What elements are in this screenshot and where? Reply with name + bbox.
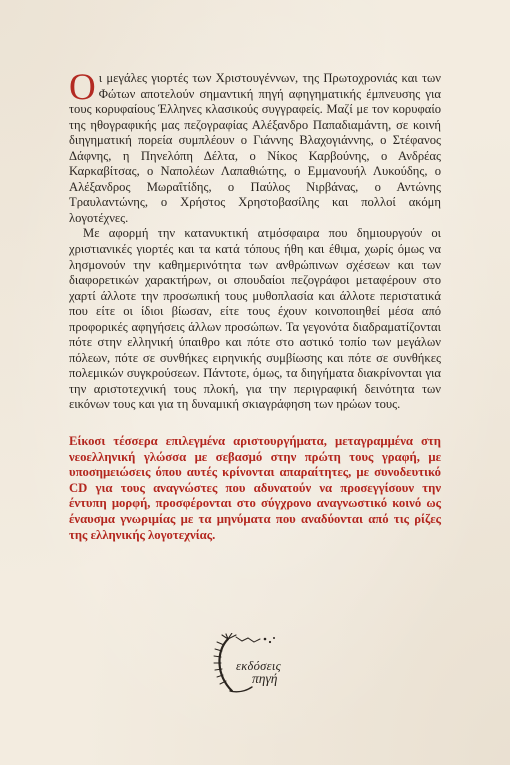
- drop-cap: Ο: [69, 67, 96, 108]
- publisher-logo: [208, 633, 300, 697]
- publisher-name-line1: εκδόσεις: [236, 659, 282, 673]
- paragraph-intro-text: ι μεγάλες γιορτές των Χριστουγέννων, της Πρωτοχρονιάς και των Φώτων αποτελούν σημαντική πηγή αφηγηματικής έμπνευσης για τους κορυφαίους Έλληνες κλασικούς συγγραφείς. Μαζί με τον κορυφαίο της ηθογραφικής μας πεζογραφίας Αλέξανδρο Παπαδιαμάντη, σε κοινή διηγηματική πορεία συμπλέουν ο Γιάννης Βλαχογιάννης, ο Στέφανος Δάφνης, η Πηνελόπη Δέλτα, ο Νίκος Καρβούνης, ο Ανδρέας Καρκαβίτσας, ο Ναπολέων Λαπαθιώτης, ο Εμμανουήλ Λυκούδης, ο Αλέξανδρος Μωραΐτίδης, ο Παύλος Νιρβάνας, ο Αντώνης Τραυλαντώνης, ο Χρήστος Χρηστοβασίλης και πολλοί ακόμη λογοτέχνες.: [69, 71, 441, 225]
- paragraph-spacer: [69, 413, 441, 434]
- highlight-paragraph: Είκοσι τέσσερα επιλεγμένα αριστουργήματα, μεταγραμμένα στη νεοελληνική γλώσσα με σεβασμό στην πρώτη τους γραφή, με υποσημειώσεις όπου αυτές κρίνονται απαραίτητες, με συνοδευτικό CD για τους αναγνώστες που αδυνατούν να προσεγγίσουν την έντυπη μορφή, προσφέρονται στο σύγχρονο αναγνωστικό κοινό ως έναυσμα γνωριμίας με τα μηνύματα που αναδύονται από τις ρίζες της ελληνικής λογοτεχνίας.: [69, 434, 441, 542]
- blurb-text: [69, 67, 441, 543]
- paragraph-intro: [69, 67, 441, 226]
- publisher-name-line2: πηγή: [252, 671, 278, 686]
- paragraph-themes: Με αφορμή την κατανυκτική ατμόσφαιρα που δημιουργούν οι χριστιανικές γιορτές και τα κατά τόπους ήθη και έθιμα, χωρίς όμως να λησμονούν την καθημερινότητα των ανθρώπινων σχέσεων και των διαφορετικών χαρακτήρων, οι σπουδαίοι πεζογράφοι μεταφέρουν στο χαρτί άλλοτε την προσωπική τους μυθοπλασία και άλλοτε περιστατικά που είτε οι ίδιοι βίωσαν, είτε τους έχουν κοινοποιηθεί μέσα από προφορικές αφηγήσεις άλλων προσώπων. Τα γεγονότα διαδραματίζονται πότε στην ελληνική ύπαιθρο και πότε στο αστικό τοπίο των μεγάλων πόλεων, πότε σε συνθήκες ειρηνικής συμβίωσης και πότε σε συνθήκες πολεμικών συγκρούσεων. Πάντοτε, όμως, τα διηγήματα διακρίνονται για την αριστοτεχνική τους πλοκή, για την περιγραφική δεινότητα των εικόνων τους και για τη δυναμική σκιαγράφηση των ηρώων τους.: [69, 226, 441, 412]
